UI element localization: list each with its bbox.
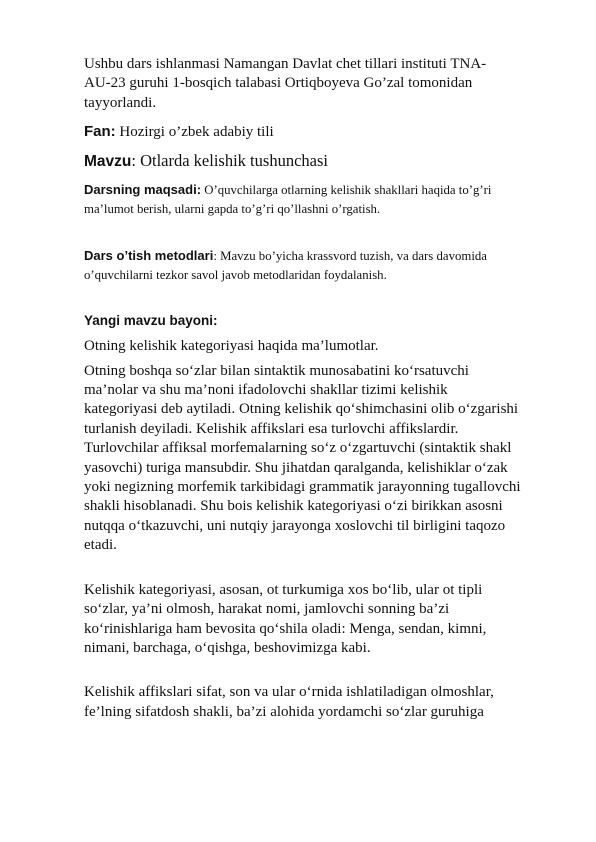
paragraph-1-line: Turlovchilar affiksal morfemalarning so‘z o‘zgartuvchi (sintaktik shakl [84,440,512,457]
paragraph-2-line: so‘zlar, ya’ni olmosh, harakat nomi, jamlovchi sonning ba’zi [84,601,450,618]
topic-label: Mavzu [84,153,132,171]
paragraph-1-line: shakli hisoblanadi. Shu bois kelishik kategoriyasi o‘zi birikkan asosni [84,498,503,515]
paragraph-2-line: nimani, barchaga, o‘qishga, beshovimizga kabi. [84,639,371,656]
paragraph-2-line: ko‘rinishlariga ham bevosita qo‘shila oladi: Menga, sendan, kimni, [84,620,487,637]
paragraph-1-line: nutqqa o‘tkazuvchi, uni nutqiy jarayonga xoslovchi til birligini taqozo [84,517,506,534]
teaching-methods-text-1: : Mavzu bo’yicha krassvord tuzish, va dars davomida [213,249,487,264]
paragraph-1-line: kategoriyasi deb aytiladi. Otning kelishik qo‘shimchasini olib o‘zgarishi [84,401,519,418]
teaching-methods-line-1 [84,246,564,266]
document-body [84,55,564,722]
paragraph-1-line: yasovchi) turiga mansubdir. Shu jihatdan qaralganda, kelishiklar o‘zak [84,459,508,476]
paragraph-2-line: Kelishik kategoriyasi, asosan, ot turkumiga xos bo‘lib, ular ot tipli [84,581,483,598]
subject-value: Hozirgi o’zbek adabiy tili [115,124,274,141]
intro-line-2: AU-23 guruhi 1-bosqich talabasi Ortiqboyeva Go’zal tomonidan [84,75,473,92]
body-paragraph-3 [84,683,564,722]
subject-label: Fan: [84,123,116,141]
lesson-goal-label: Darsning maqsadi: [84,182,202,198]
paragraph-3-line: Kelishik affikslari sifat, son va ular o‘rnida ishlatiladigan olmoshlar, [84,684,494,701]
subject-line [84,122,564,142]
lesson-goal-text-2: ma’lumot berish, ularni gapda to’g’ri qo’llashni o’rgatish. [84,202,381,217]
lesson-goal-text-1: O’quvchilarga otlarning kelishik shakllari haqida to’g’ri [201,183,492,198]
paragraph-3-line: fe’lning sifatdosh shakli, ba’zi alohida yordamchi so‘zlar guruhiga [84,703,484,720]
topic-line [84,150,564,173]
body-paragraph-1 [84,362,564,556]
intro-paragraph [84,55,564,113]
lesson-goal [84,180,564,219]
paragraph-1-line: ma’nolar va shu ma’noni ifadolovchi shakllar tizimi kelishik [84,382,448,399]
paragraph-1-line: turlanish deyiladi. Kelishik affikslari esa turlovchi affikslardir. [84,420,459,437]
intro-line-3: tayyorlandi. [84,94,157,111]
paragraph-1-line: etadi. [84,537,117,554]
new-topic-heading: Yangi mavzu bayoni: [84,313,218,329]
paragraph-1-line: yoki negizning morfemik tarkibidagi grammatik jarayonning tugallovchi [84,479,521,496]
teaching-methods-text-2: o’quvchilarni tezkor savol javob metodlaridan foydalanish. [84,268,387,283]
lesson-goal-line-1 [84,180,564,200]
new-topic-subtitle: Otning kelishik kategoriyasi haqida ma’lumotlar. [84,338,379,355]
intro-line-1: Ushbu dars ishlanmasi Namangan Davlat chet tillari instituti TNA- [84,56,487,72]
paragraph-1-line: Otning boshqa so‘zlar bilan sintaktik munosabatini ko‘rsatuvchi [84,362,469,379]
topic-value: : Otlarda kelishik tushunchasi [131,151,328,171]
teaching-methods [84,246,564,285]
teaching-methods-label: Dars o’tish metodlari [84,248,214,264]
body-paragraph-2 [84,581,564,659]
